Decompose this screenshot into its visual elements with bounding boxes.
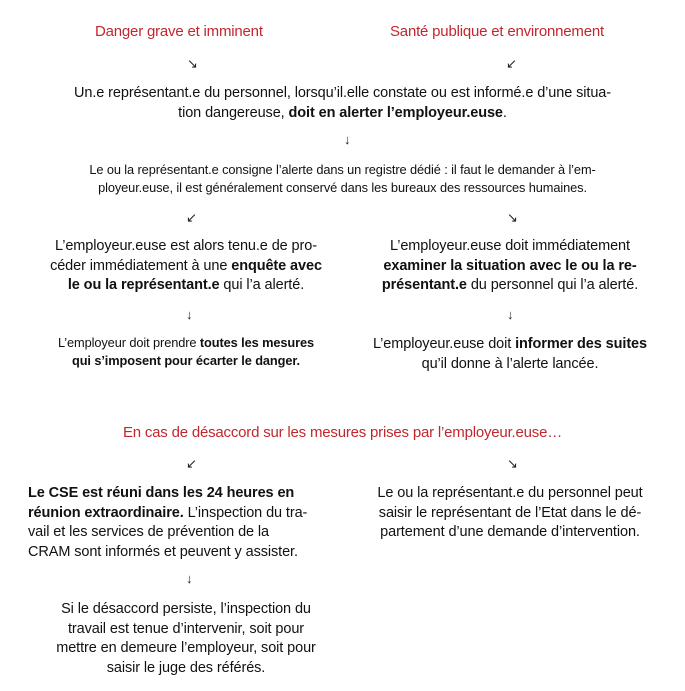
arrow-down-left-icon: ↙ — [186, 210, 197, 225]
step1-line1: Un.e représentant.e du personnel, lorsqu’il.elle constate ou est informé.e d’une situa- — [74, 85, 611, 101]
title-sante-publique: Santé publique et environnement — [390, 23, 604, 40]
step-register — [0, 161, 685, 197]
arrow-down-right-icon: ↘ — [187, 56, 198, 71]
arrow-down-left-icon: ↙ — [186, 456, 197, 471]
step2-line1: Le ou la représentant.e consigne l’alerte dans un registre dédié : il faut le demander à l’em- — [89, 162, 596, 177]
left-cse-reuni: Le CSE est réuni dans les 24 heures en réunion extraordinaire. L’inspection du tra- vail et les services de prévention de la CRAM sont informés et peuvent y assister. — [28, 485, 308, 560]
arrow-down-icon: ↓ — [186, 571, 193, 586]
arrow-down-icon: ↓ — [507, 307, 514, 322]
title-desaccord: En cas de désaccord sur les mesures prises par l’employeur.euse… — [122, 424, 563, 441]
right-saisir-representant: Le ou la représentant.e du personnel peut saisir le représentant de l’Etat dans le dé- partement d’une demande d’intervention. — [377, 485, 643, 540]
arrow-down-right-icon: ↘ — [507, 456, 518, 471]
left-branch-mesures: L’employeur doit prendre toutes les mesures qui s’imposent pour écarter le danger. — [57, 335, 315, 368]
title-danger-grave: Danger grave et imminent — [95, 23, 263, 40]
right-branch-examiner: L’employeur.euse doit immédiatement examiner la situation avec le ou la re- présentant.e du personnel qui l’a alerté. — [381, 238, 639, 293]
arrow-down-left-icon: ↙ — [506, 56, 517, 71]
arrow-down-icon: ↓ — [344, 132, 351, 147]
step1-line2: tion dangereuse, doit en alerter l’employeur.euse. — [178, 104, 507, 121]
arrow-down-icon: ↓ — [186, 307, 193, 322]
arrow-down-right-icon: ↘ — [507, 210, 518, 225]
left-branch-enquete: L’employeur.euse est alors tenu.e de pro- céder immédiatement à une enquête avec le ou la représentant.e qui l’a alerté. — [50, 238, 322, 293]
right-branch-informer: L’employeur.euse doit informer des suites qu’il donne à l’alerte lancée. — [373, 336, 647, 372]
step-alert-employer — [0, 84, 685, 123]
step2-line2: ployeur.euse, il est généralement conservé dans les bureaux des ressources humaines. — [98, 180, 587, 195]
left-desaccord-persiste: Si le désaccord persiste, l’inspection du travail est tenue d’intervenir, soit pour mettre en demeure l’employeur, soit pour saisir le juge des référés. — [56, 601, 316, 676]
